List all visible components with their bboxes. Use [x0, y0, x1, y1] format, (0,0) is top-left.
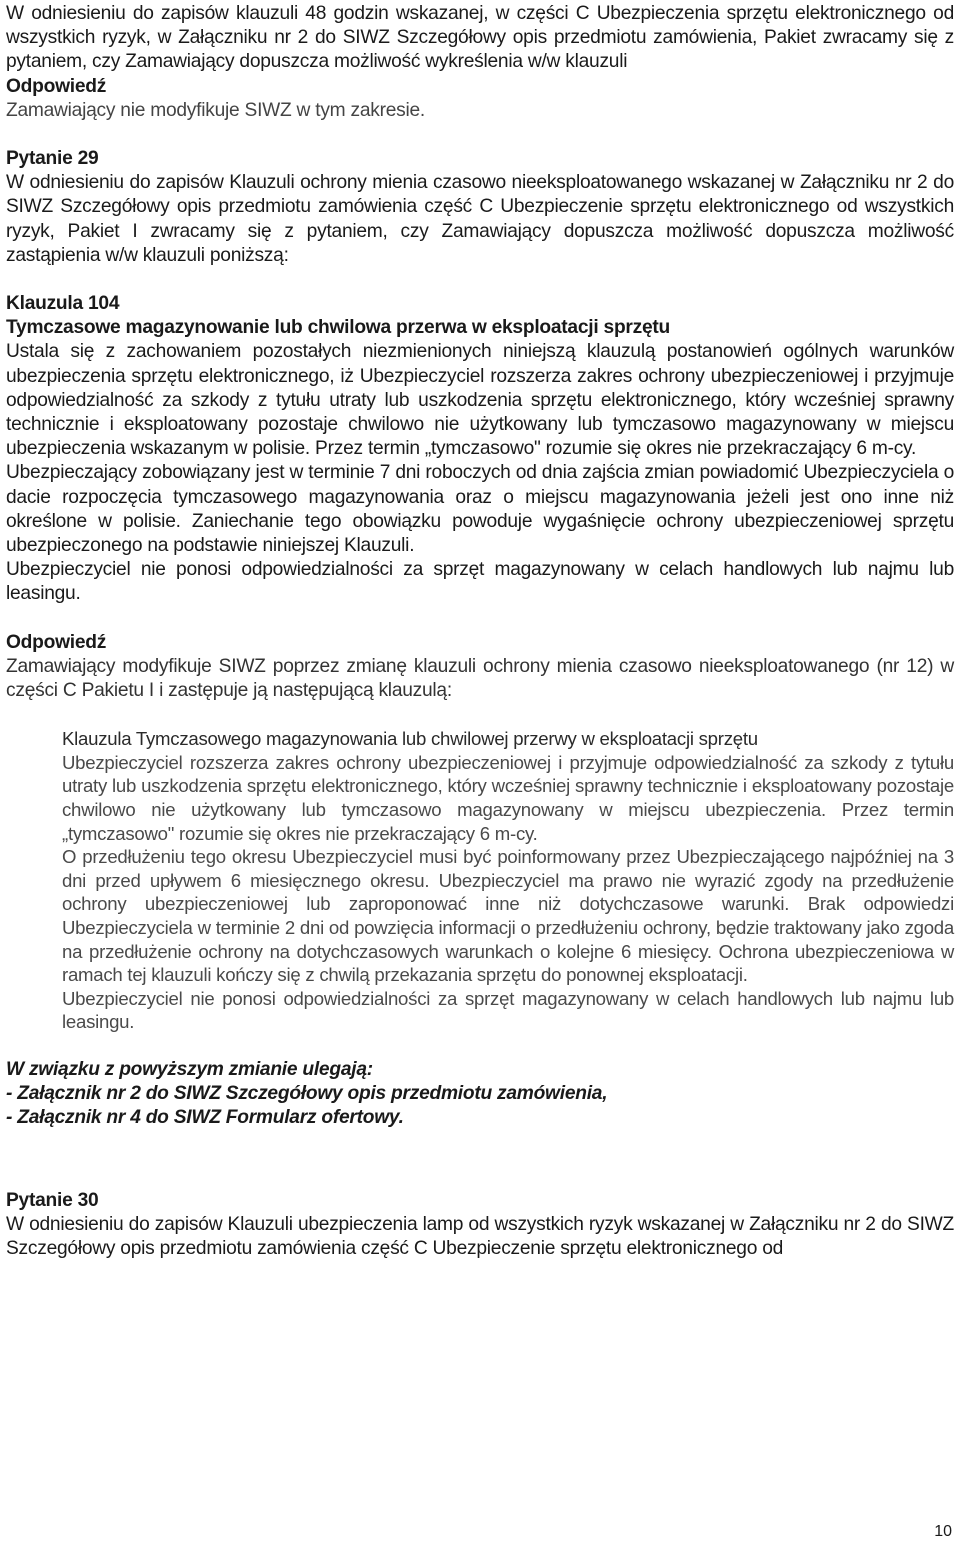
question-29-paragraph: W odniesieniu do zapisów Klauzuli ochrony mienia czasowo nieeksploatowanego wskazanej w Załączniku nr 2 do SIWZ Szczegółowy opis przedmiotu zamówienia część C Ubezpieczenie sprzętu elektronicznego od wszystkich ryzyk, Pakiet I zwracamy się z pytaniem, czy Zamawiający dopuszcza możliwość dopuszcza możliwość zastąpienia w/w klauzuli poniższą: — [6, 172, 954, 266]
new-clause-paragraph-3: Ubezpieczyciel nie ponosi odpowiedzialności za sprzęt magazynowany w celach handlowych lub najmu lub leasingu. — [62, 987, 954, 1033]
new-clause-title: Klauzula Tymczasowego magazynowania lub chwilowej przerwy w eksploatacji sprzętu — [62, 728, 758, 750]
clause-title: Tymczasowe magazynowanie lub chwilowa przerwa w eksploatacji sprzętu — [6, 317, 671, 339]
clause-paragraph-2: Ubezpieczający zobowiązany jest w terminie 7 dni roboczych od dnia zajścia zmian powiadomić Ubezpieczyciela o dacie rozpoczęcia tymczasowego magazynowania oraz o miejscu magazynowania jeżeli jest ono inne niż określone w polisie. Zaniechanie tego obowiązku powoduje wygaśnięcie ochrony ubezpieczeniowej sprzętu ubezpieczonego na podstawie niniejszej Klauzuli. — [6, 462, 954, 557]
intro-paragraph: W odniesieniu do zapisów klauzuli 48 godzin wskazanej, w części C Ubezpieczenia sprzętu elektronicznego od wszystkich ryzyk, w Załączniku nr 2 do SIWZ Szczegółowy opis przedmiotu zamówienia, Pakiet zwracamy się z pytaniem, czy Zamawiający dopuszcza możliwość wykreślenia w/w klauzuli — [6, 3, 954, 73]
changes-item-1: - Załącznik nr 2 do SIWZ Szczegółowy opis przedmiotu zamówienia, — [6, 1083, 608, 1105]
intro-answer: Zamawiający nie modyfikuje SIWZ w tym zakresie. — [6, 99, 426, 121]
clause-paragraph-1: Ustala się z zachowaniem pozostałych niezmienionych niniejszą klauzulą postanowień ogólnych warunków ubezpieczenia sprzętu elektronicznego, iż Ubezpieczyciel rozszerza zakres ochrony ubezpieczeniowej i przyjmuje odpowiedzialność za szkody z tytułu utraty lub uszkodzenia sprzętu elektronicznego, który wcześniej sprawny technicznie i eksploatowany pozostaje chwilowo nie użytkowany lub tymczasowo magazynowany w miejscu ubezpieczenia wskazanym w polisie. Przez termin „tymczasowo" rozumie się okres nie przekraczający 6 m-cy. — [6, 341, 954, 460]
document-page — [6, 2, 954, 1261]
clause-paragraph-3: Ubezpieczyciel nie ponosi odpowiedzialności za sprzęt magazynowany w celach handlowych lub najmu lub leasingu. — [6, 559, 954, 605]
new-clause-paragraph-1: Ubezpieczyciel rozszerza zakres ochrony ubezpieczeniowej i przyjmuje odpowiedzialność za szkody z tytułu utraty lub uszkodzenia sprzętu elektronicznego, który wcześniej sprawny technicznie i eksploatowany pozostaje chwilowo nie użytkowany lub tymczasowo magazynowany w miejscu ubezpieczenia. Przez termin „tymczasowo" rozumie się okres nie przekraczający 6 m-cy. — [62, 751, 954, 844]
changes-item-2: - Załącznik nr 4 do SIWZ Formularz ofertowy. — [6, 1107, 404, 1129]
changes-heading: W związku z powyższym zmianie ulegają: — [6, 1059, 373, 1080]
question-29-answer: Zamawiający modyfikuje SIWZ poprzez zmianę klauzuli ochrony mienia czasowo nieeksploatowanego (nr 12) w części C Pakietu I i zastępuje ją następującą klauzulą: — [6, 655, 954, 702]
page-number: 10 — [934, 1523, 952, 1540]
intro-answer-heading: Odpowiedź — [6, 75, 107, 97]
question-30-heading: Pytanie 30 — [6, 1189, 99, 1211]
question-29-heading: Pytanie 29 — [6, 148, 99, 170]
clause-number: Klauzula 104 — [6, 293, 120, 315]
question-30-paragraph: W odniesieniu do zapisów Klauzuli ubezpieczenia lamp od wszystkich ryzyk wskazanej w Załączniku nr 2 do SIWZ Szczegółowy opis przedmiotu zamówienia część C Ubezpieczenie sprzętu elektronicznego od — [6, 1213, 954, 1260]
new-clause-paragraph-2: O przedłużeniu tego okresu Ubezpieczyciel musi być poinformowany przez Ubezpieczającego najpóźniej na 3 dni przed upływem 6 miesięcznego okresu. Ubezpieczyciel ma prawo nie wyrazić zgody na przedłużenie ochrony ubezpieczeniowej lub zaproponować inne niż dotychczasowe warunki. Brak odpowiedzi Ubezpieczyciela w terminie 2 dni od powzięcia informacji o przedłużeniu ochrony, będzie traktowany jako zgoda na przedłużenie ochrony na dotychczasowych warunkach o kolejne 6 miesięcy. Ochrona ubezpieczeniowa w ramach tej klauzuli kończy się z chwilą przekazania sprzętu do ponownej eksploatacji. — [62, 846, 954, 986]
question-29-answer-heading: Odpowiedź — [6, 631, 107, 653]
new-clause-block — [62, 727, 954, 1034]
